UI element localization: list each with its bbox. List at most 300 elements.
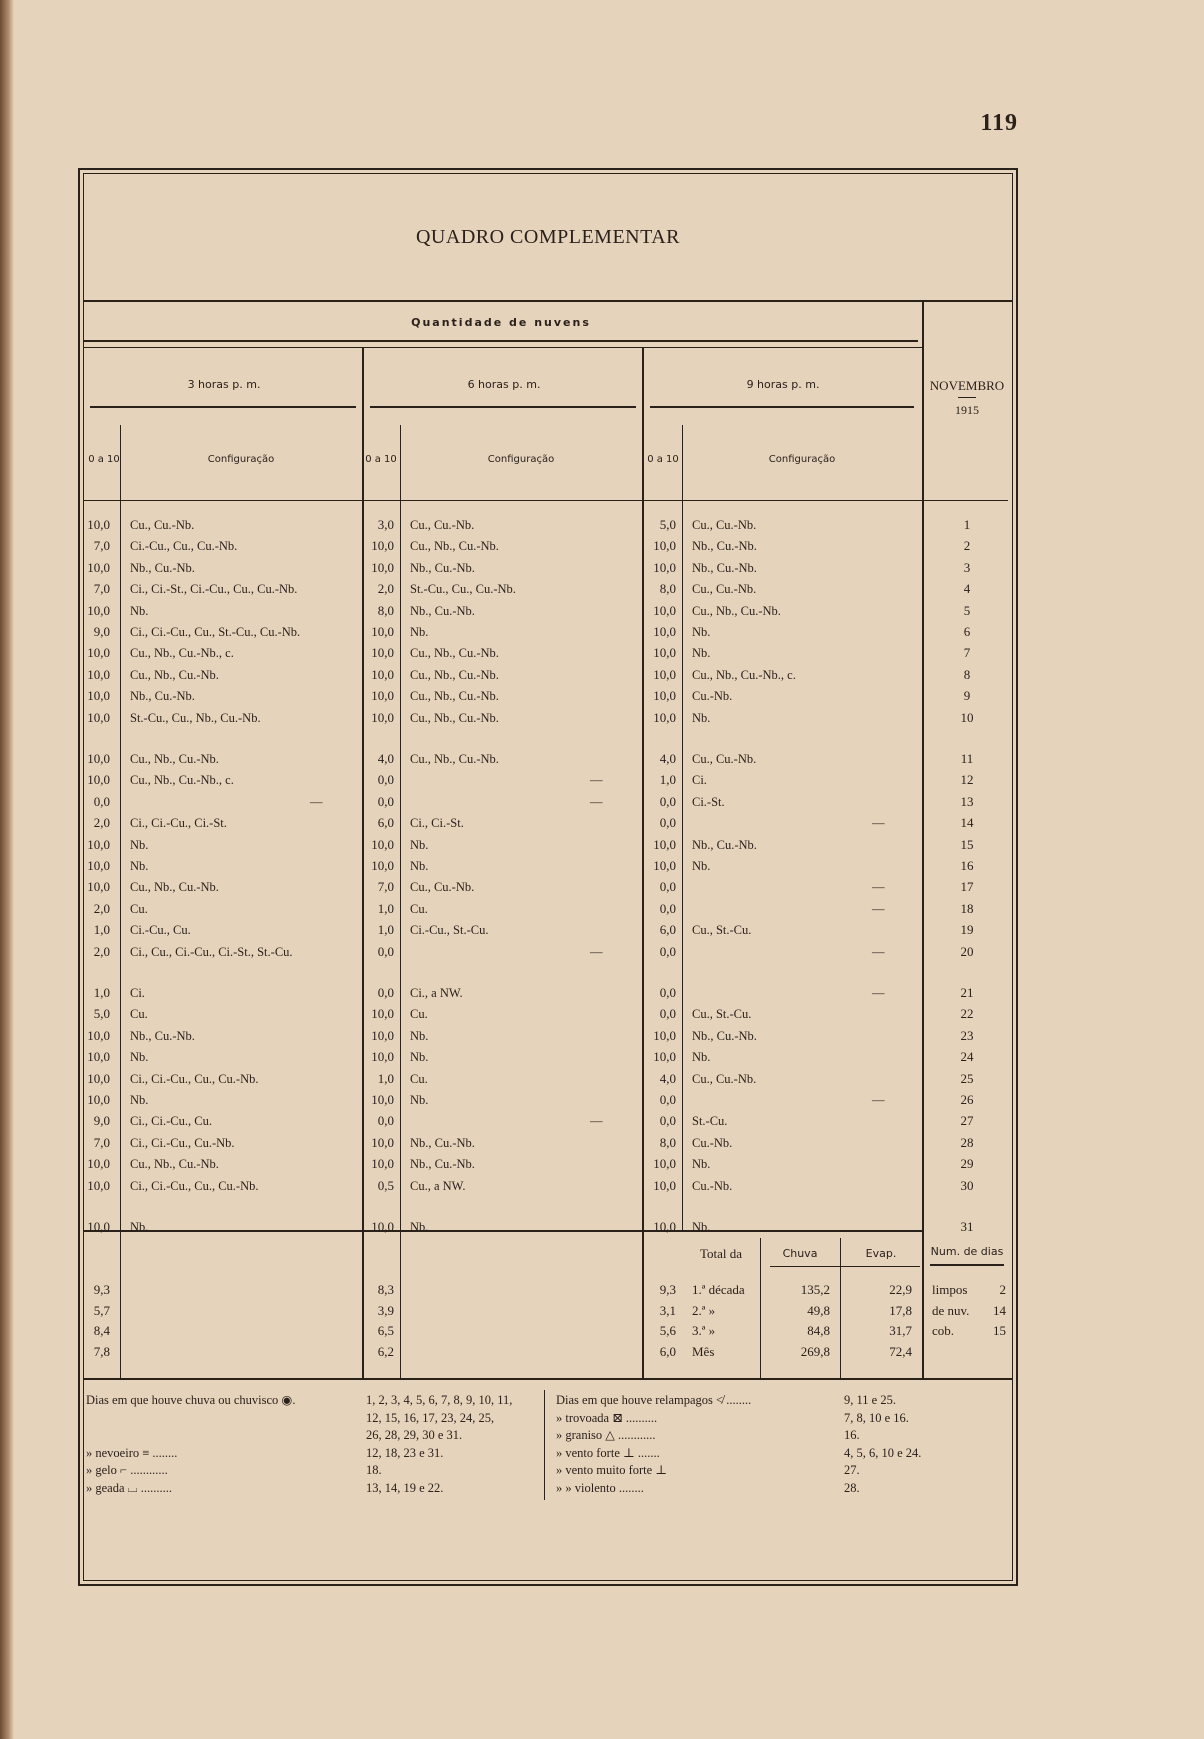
row-c3: Ci., Ci.-Cu., Ci.-St. (130, 816, 227, 831)
month-underline (958, 397, 976, 398)
row-c6: Cu., Nb., Cu.-Nb. (410, 752, 499, 766)
row-day: 27 (960, 1113, 974, 1129)
period-header: 9 horas p. m. (746, 378, 820, 391)
summary-q6: 6,5 (377, 1323, 394, 1338)
row-q3: 10,0 (87, 559, 110, 575)
group-brace (84, 340, 918, 348)
row-q9: 10,0 (653, 709, 676, 725)
summary-period: 2.ª » (692, 1302, 716, 1318)
note-left-label: » nevoeiro ≡ ........ (86, 1445, 178, 1460)
summary-nd-label: cob. (932, 1323, 955, 1338)
row-q3: 1,0 (93, 922, 110, 938)
row-c6: Cu., Nb., Cu.-Nb. (410, 710, 499, 725)
row-c9: Ci.-St. (692, 794, 725, 809)
row-q6: 10,0 (371, 709, 394, 725)
row-q6: 10,0 (371, 1219, 394, 1234)
row-q3: 10,0 (87, 1219, 110, 1234)
row-day: 8 (963, 666, 971, 682)
row-q6: 0,5 (377, 1177, 394, 1193)
note-right-label: » vento muito forte ⊥ (556, 1463, 668, 1477)
row-c6: Nb. (410, 1050, 429, 1065)
row-c6: Cu., Cu.-Nb. (410, 880, 475, 895)
row-day: 5 (963, 602, 971, 618)
note-left-label: Dias em que houve chuva ou chuvisco ◉. (86, 1393, 296, 1407)
note-right-label: Dias em que houve relampagos ≮ ........ (556, 1393, 752, 1407)
row-c3: Cu., Cu.-Nb. (130, 518, 195, 532)
row-c3: Nb. (130, 603, 149, 618)
row-q6: 0,0 (377, 793, 394, 809)
row-c9: Cu., Cu.-Nb. (692, 1071, 757, 1086)
row-q6: 10,0 (371, 1049, 394, 1065)
row-c6: Cu., Cu.-Nb. (410, 518, 475, 532)
vline-c3 (120, 425, 121, 1378)
summary-nd-val: 14 (993, 1302, 1006, 1318)
row-c6: Cu., a NW. (410, 1178, 466, 1193)
row-c6: Cu., Nb., Cu.-Nb. (410, 646, 499, 661)
row-c6: Cu. (410, 1071, 428, 1086)
row-c6: Ci., a NW. (410, 986, 463, 1000)
row-c9: — (872, 880, 885, 895)
row-day: 23 (960, 1027, 974, 1043)
rule-under-title (84, 300, 1012, 302)
row-c9: Nb., Cu.-Nb. (692, 539, 757, 554)
summary-period: Mês (692, 1343, 715, 1359)
note-right-value: 4, 5, 6, 10 e 24. (844, 1445, 922, 1460)
row-day: 13 (960, 793, 974, 809)
row-c6: Nb. (410, 1028, 429, 1043)
row-day: 7 (963, 645, 971, 661)
summary-numdias-label: Num. de dias (930, 1245, 1004, 1258)
row-c3: Ci. (130, 986, 145, 1000)
summary-chuva: 269,8 (800, 1343, 830, 1359)
row-q6: 10,0 (371, 1027, 394, 1043)
row-day: 12 (960, 772, 974, 788)
row-q3: 2,0 (93, 943, 110, 959)
row-c9: Cu., St.-Cu. (692, 923, 752, 938)
row-q6: 10,0 (371, 538, 394, 554)
row-c3: Cu. (130, 1007, 148, 1022)
row-c6: — (590, 773, 603, 788)
row-q6: 10,0 (371, 1092, 394, 1107)
row-q3: 7,0 (93, 581, 110, 597)
summary-period: 3.ª » (692, 1323, 716, 1338)
row-c9: Ci. (692, 773, 707, 788)
row-q3: 7,0 (93, 538, 110, 554)
page-edge (0, 0, 14, 1739)
row-c9: Cu., Nb., Cu.-Nb. (692, 603, 781, 618)
row-q3: 10,0 (87, 517, 110, 532)
row-q3: 10,0 (87, 836, 110, 852)
row-q6: 1,0 (377, 900, 394, 916)
summary-q6: 6,2 (377, 1343, 394, 1359)
row-q9: 4,0 (659, 751, 676, 766)
row-q9: 10,0 (653, 858, 676, 873)
summary-nd-brace (930, 1264, 1004, 1272)
row-c6: Nb. (410, 625, 429, 639)
row-c3: Ci.-Cu., Cu., Cu.-Nb. (130, 539, 238, 554)
row-q9: 0,0 (659, 815, 676, 831)
summary-evap: 31,7 (889, 1323, 912, 1338)
period-header: 3 horas p. m. (187, 378, 261, 391)
row-c9: — (872, 901, 885, 916)
row-c9: Nb. (692, 625, 711, 639)
row-q9: 0,0 (659, 879, 676, 895)
row-c3: Cu., Nb., Cu.-Nb., c. (130, 773, 234, 788)
row-q9: 0,0 (659, 900, 676, 916)
note-left-value: 12, 18, 23 e 31. (366, 1445, 444, 1460)
row-c9: — (872, 986, 885, 1000)
period-brace (370, 406, 636, 414)
row-day: 6 (963, 624, 971, 639)
page-number: 119 (980, 110, 1018, 136)
row-c9: Cu.-Nb. (692, 689, 733, 704)
summary-chuva: 49,8 (807, 1302, 830, 1318)
row-c9: Cu., Cu.-Nb. (692, 752, 757, 766)
row-q9: 1,0 (659, 772, 676, 788)
row-c3: Nb. (130, 1220, 149, 1234)
row-c3: Nb. (130, 1093, 149, 1107)
row-q9: 10,0 (653, 538, 676, 554)
row-c6: Nb. (410, 837, 429, 852)
row-q3: 7,0 (93, 1134, 110, 1150)
summary-chuva: 84,8 (807, 1323, 830, 1338)
summary-sub-rule (770, 1266, 920, 1267)
row-q9: 0,0 (659, 943, 676, 959)
row-c3: St.-Cu., Cu., Nb., Cu.-Nb. (130, 710, 261, 725)
row-q9: 10,0 (653, 666, 676, 682)
row-q6: 10,0 (371, 666, 394, 682)
row-day: 15 (960, 836, 974, 852)
summary-q3: 9,3 (93, 1282, 110, 1297)
col-qty-header: 0 a 10 (647, 454, 679, 465)
row-q9: 0,0 (659, 985, 676, 1000)
row-q9: 10,0 (653, 645, 676, 661)
row-c6: Nb. (410, 1093, 429, 1107)
row-q3: 9,0 (93, 1113, 110, 1129)
row-q9: 8,0 (659, 581, 676, 597)
row-q3: 10,0 (87, 751, 110, 766)
vline-notes (544, 1390, 545, 1500)
row-c6: Nb., Cu.-Nb. (410, 1157, 475, 1172)
row-q9: 0,0 (659, 1006, 676, 1022)
note-left-value: 13, 14, 19 e 22. (366, 1480, 444, 1495)
row-q3: 1,0 (93, 985, 110, 1000)
row-c3: Nb., Cu.-Nb. (130, 689, 195, 704)
row-day: 29 (960, 1156, 974, 1172)
row-day: 20 (960, 943, 974, 959)
row-c3: Cu., Nb., Cu.-Nb. (130, 752, 219, 766)
summary-nd-label: de nuv. (932, 1302, 970, 1318)
row-q3: 5,0 (93, 1006, 110, 1022)
row-c6: St.-Cu., Cu., Cu.-Nb. (410, 582, 516, 597)
row-c6: — (590, 944, 603, 959)
row-c9: Nb. (692, 1157, 711, 1172)
row-c3: Ci., Ci.-Cu., Cu., Cu.-Nb. (130, 1071, 259, 1086)
summary-evap: 72,4 (889, 1343, 912, 1359)
row-c6: — (590, 1114, 603, 1129)
row-q6: 4,0 (377, 751, 394, 766)
note-left-label: » geada ⌴ .......... (86, 1480, 173, 1495)
note-right-value: 27. (844, 1463, 860, 1477)
row-c9: — (872, 944, 885, 959)
row-q3: 2,0 (93, 900, 110, 916)
row-c9: Nb. (692, 646, 711, 661)
summary-q9: 9,3 (659, 1282, 676, 1297)
row-q9: 0,0 (659, 1092, 676, 1107)
period-brace (90, 406, 356, 414)
row-q9: 10,0 (653, 688, 676, 704)
row-c9: Cu., Cu.-Nb. (692, 582, 757, 597)
row-day: 17 (960, 879, 974, 895)
row-day: 26 (960, 1092, 974, 1107)
vline-c6 (400, 425, 401, 1378)
row-q9: 6,0 (659, 922, 676, 938)
row-q6: 10,0 (371, 1156, 394, 1172)
row-c6: Nb., Cu.-Nb. (410, 603, 475, 618)
row-c9: Cu., Cu.-Nb. (692, 518, 757, 532)
row-q9: 10,0 (653, 624, 676, 639)
row-c6: Ci.-Cu., St.-Cu. (410, 923, 489, 938)
row-q3: 10,0 (87, 1177, 110, 1193)
row-q3: 10,0 (87, 1027, 110, 1043)
row-c3: Nb., Cu.-Nb. (130, 1028, 195, 1043)
row-c6: Nb., Cu.-Nb. (410, 560, 475, 575)
row-q6: 0,0 (377, 1113, 394, 1129)
page-title: QUADRO COMPLEMENTAR (415, 226, 681, 248)
row-q6: 10,0 (371, 836, 394, 852)
row-q6: 0,0 (377, 943, 394, 959)
row-c9: Cu.-Nb. (692, 1135, 733, 1150)
summary-q9: 6,0 (659, 1343, 676, 1359)
rule-under-colheads (84, 500, 1008, 501)
row-q9: 10,0 (653, 1177, 676, 1193)
row-c6: Cu., Nb., Cu.-Nb. (410, 667, 499, 682)
row-day: 25 (960, 1070, 974, 1086)
row-q9: 10,0 (653, 1219, 676, 1234)
summary-chuva: 135,2 (800, 1282, 830, 1297)
row-c3: Cu., Nb., Cu.-Nb. (130, 1157, 219, 1172)
row-q3: 10,0 (87, 709, 110, 725)
row-c9: St.-Cu. (692, 1114, 728, 1129)
row-c6: — (590, 794, 603, 809)
row-c3: Cu., Nb., Cu.-Nb. (130, 667, 219, 682)
col-config-header: Configuração (207, 454, 275, 465)
row-q6: 8,0 (377, 602, 394, 618)
row-q3: 10,0 (87, 858, 110, 873)
summary-q9: 5,6 (659, 1323, 676, 1338)
group-header (80, 316, 922, 329)
row-c3: Ci., Ci.-Cu., Cu., Cu.-Nb. (130, 1178, 259, 1193)
row-q6: 7,0 (377, 879, 394, 895)
note-right-value: 9, 11 e 25. (844, 1393, 896, 1407)
row-q3: 9,0 (93, 624, 110, 639)
row-c9: Nb. (692, 710, 711, 725)
row-c3: Ci., Ci.-Cu., Cu. (130, 1114, 212, 1129)
row-day: 22 (960, 1006, 974, 1022)
month-header: NOVEMBRO (929, 378, 1005, 393)
row-q6: 1,0 (377, 922, 394, 938)
row-day: 4 (963, 581, 971, 597)
row-q6: 1,0 (377, 1070, 394, 1086)
row-q6: 10,0 (371, 1006, 394, 1022)
note-left-value: 1, 2, 3, 4, 5, 6, 7, 8, 9, 10, 11, (366, 1393, 513, 1407)
row-q3: 10,0 (87, 666, 110, 682)
row-q3: 10,0 (87, 1070, 110, 1086)
row-c3: Ci., Cu., Ci.-Cu., Ci.-St., St.-Cu. (130, 944, 293, 959)
note-right-label: » » violento ........ (556, 1480, 644, 1495)
row-c3: Nb. (130, 859, 149, 873)
summary-nd-val: 15 (993, 1323, 1006, 1338)
row-q3: 10,0 (87, 1092, 110, 1107)
row-q9: 10,0 (653, 1049, 676, 1065)
row-day: 14 (960, 815, 974, 831)
row-day: 28 (960, 1134, 974, 1150)
row-q6: 10,0 (371, 559, 394, 575)
row-day: 11 (960, 751, 974, 766)
row-c3: Cu. (130, 901, 148, 916)
col-qty-header: 0 a 10 (365, 454, 397, 465)
row-c3: Ci., Ci.-St., Ci.-Cu., Cu., Cu.-Nb. (130, 582, 298, 597)
row-c6: Cu. (410, 901, 428, 916)
summary-evap: 17,8 (889, 1302, 912, 1318)
row-q9: 10,0 (653, 559, 676, 575)
row-c9: Cu., St.-Cu. (692, 1007, 752, 1022)
col-qty-header: 0 a 10 (88, 454, 120, 465)
summary-q3: 5,7 (93, 1302, 110, 1318)
row-c9: Cu.-Nb. (692, 1178, 733, 1193)
row-day: 31 (960, 1219, 974, 1234)
row-day: 18 (960, 900, 974, 916)
row-q9: 5,0 (659, 517, 676, 532)
summary-evap-label: Evap. (865, 1247, 897, 1260)
row-c3: Nb. (130, 1050, 149, 1065)
group-header-label: Quantidade de nuvens (411, 316, 591, 329)
row-q6: 0,0 (377, 772, 394, 788)
row-c6: Cu., Nb., Cu.-Nb. (410, 539, 499, 554)
year-header: 1915 (955, 403, 979, 417)
summary-q6: 3,9 (377, 1302, 394, 1318)
row-q6: 10,0 (371, 688, 394, 704)
summary-period: 1.ª década (692, 1282, 745, 1297)
row-c6: Nb. (410, 859, 429, 873)
row-q6: 10,0 (371, 645, 394, 661)
note-left-value: 18. (366, 1463, 382, 1477)
row-c9: Nb., Cu.-Nb. (692, 1028, 757, 1043)
row-q6: 10,0 (371, 858, 394, 873)
row-c6: Nb. (410, 1220, 429, 1234)
row-day: 2 (963, 538, 971, 554)
row-c6: Ci., Ci.-St. (410, 816, 464, 831)
row-c9: — (872, 816, 885, 831)
row-q3: 10,0 (87, 879, 110, 895)
row-q6: 6,0 (377, 815, 394, 831)
row-q6: 10,0 (371, 1134, 394, 1150)
row-day: 1 (963, 517, 971, 532)
row-q6: 2,0 (377, 581, 394, 597)
row-c6: Cu., Nb., Cu.-Nb. (410, 689, 499, 704)
row-c3: — (310, 794, 323, 809)
row-q3: 10,0 (87, 645, 110, 661)
row-c9: Cu., Nb., Cu.-Nb., c. (692, 667, 796, 682)
row-c9: Nb. (692, 1050, 711, 1065)
row-q3: 10,0 (87, 1156, 110, 1172)
summary-q9: 3,1 (659, 1302, 676, 1318)
row-c3: Ci., Ci.-Cu., Cu.-Nb. (130, 1135, 235, 1150)
row-q9: 0,0 (659, 793, 676, 809)
vline-c9 (682, 425, 683, 1230)
row-day: 21 (960, 985, 974, 1000)
row-c3: Nb., Cu.-Nb. (130, 560, 195, 575)
row-q3: 10,0 (87, 772, 110, 788)
rule-above-summary (84, 1230, 924, 1232)
note-left-value: 26, 28, 29, 30 e 31. (366, 1428, 463, 1442)
row-q9: 10,0 (653, 1156, 676, 1172)
row-q9: 4,0 (659, 1070, 676, 1086)
summary-nd-label: limpos (932, 1282, 968, 1297)
summary-nd-val: 2 (999, 1282, 1006, 1297)
table-frame (78, 168, 1018, 1586)
row-q9: 0,0 (659, 1113, 676, 1129)
row-c3: Ci.-Cu., Cu. (130, 923, 191, 938)
row-q6: 10,0 (371, 624, 394, 639)
note-right-label: » graniso △ ............ (556, 1428, 656, 1442)
period-brace (650, 406, 914, 414)
row-c3: Cu., Nb., Cu.-Nb., c. (130, 646, 234, 661)
row-q3: 10,0 (87, 1049, 110, 1065)
row-q3: 0,0 (93, 793, 110, 809)
row-day: 3 (963, 559, 971, 575)
row-q9: 10,0 (653, 836, 676, 852)
row-q9: 8,0 (659, 1134, 676, 1150)
summary-chuva-label: Chuva (782, 1247, 818, 1260)
note-right-label: » trovoada ⊠ .......... (556, 1410, 658, 1425)
row-c9: Nb., Cu.-Nb. (692, 560, 757, 575)
row-c9: — (872, 1093, 885, 1107)
rule-above-notes (84, 1378, 1012, 1380)
summary-total-label: Total da (699, 1246, 743, 1261)
row-day: 24 (960, 1049, 974, 1065)
row-q3: 10,0 (87, 688, 110, 704)
row-c6: Cu. (410, 1007, 428, 1022)
row-day: 9 (963, 688, 971, 704)
row-q9: 10,0 (653, 602, 676, 618)
row-day: 16 (960, 858, 974, 873)
row-q9: 10,0 (653, 1027, 676, 1043)
row-q6: 3,0 (377, 517, 394, 532)
row-day: 10 (960, 709, 974, 725)
summary-q3: 8,4 (93, 1323, 110, 1338)
note-right-value: 28. (844, 1480, 860, 1495)
row-c6: Nb., Cu.-Nb. (410, 1135, 475, 1150)
row-q6: 0,0 (377, 985, 394, 1000)
row-c3: Cu., Nb., Cu.-Nb. (130, 880, 219, 895)
note-left-value: 12, 15, 16, 17, 23, 24, 25, (366, 1410, 495, 1425)
note-right-value: 7, 8, 10 e 16. (844, 1410, 909, 1425)
row-q3: 2,0 (93, 815, 110, 831)
note-right-value: 16. (844, 1428, 860, 1442)
summary-q6: 8,3 (377, 1282, 394, 1297)
col-config-header: Configuração (768, 454, 836, 465)
row-q3: 10,0 (87, 602, 110, 618)
summary-q3: 7,8 (93, 1343, 110, 1359)
period-header: 6 horas p. m. (467, 378, 541, 391)
col-config-header: Configuração (487, 454, 555, 465)
note-right-label: » vento forte ⊥ ....... (556, 1445, 660, 1460)
row-c9: Nb. (692, 1220, 711, 1234)
row-c3: Ci., Ci.-Cu., Cu., St.-Cu., Cu.-Nb. (130, 625, 301, 639)
summary-evap: 22,9 (889, 1282, 912, 1297)
row-day: 30 (960, 1177, 974, 1193)
